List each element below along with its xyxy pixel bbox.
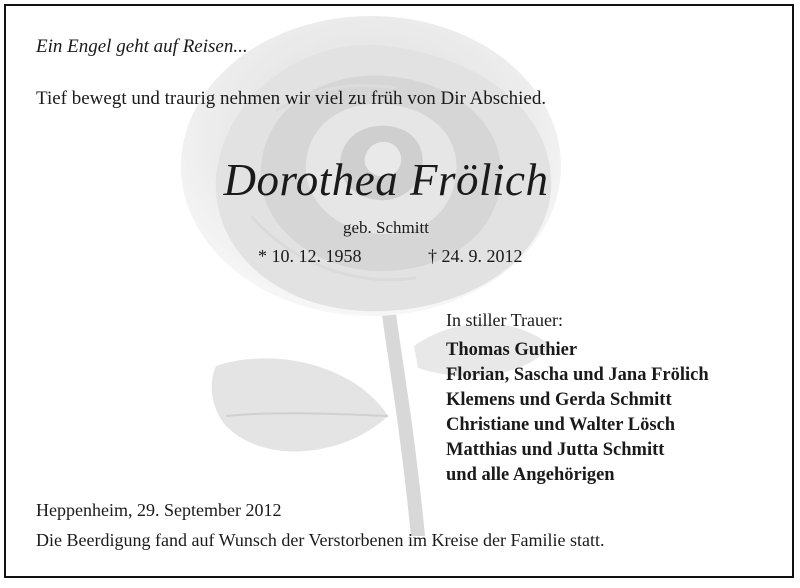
deceased-name: Dorothea Frölich — [223, 155, 549, 205]
rose-stem — [388, 306, 418, 536]
mourners-block — [446, 310, 709, 488]
mourner-name: Christiane und Walter Lösch — [446, 415, 676, 435]
birth-name: geb. Schmitt — [343, 218, 429, 237]
obituary-notice — [4, 4, 794, 578]
rose-leaf — [212, 358, 388, 451]
mourners-heading: In stiller Trauer: — [446, 310, 563, 330]
place-and-date: Heppenheim, 29. September 2012 — [36, 500, 282, 520]
mourner-name: Matthias und Jutta Schmitt — [446, 440, 665, 460]
motto: Ein Engel geht auf Reisen... — [36, 36, 248, 57]
intro-text: Tief bewegt und traurig nehmen wir viel zu früh von Dir Abschied. — [36, 88, 547, 109]
mourner-name: Thomas Guthier — [446, 340, 578, 360]
birth-date: * 10. 12. 1958 — [258, 246, 362, 266]
death-date: † 24. 9. 2012 — [428, 246, 523, 266]
mourner-name: Klemens und Gerda Schmitt — [446, 390, 672, 410]
funeral-note: Die Beerdigung fand auf Wunsch der Verstorbenen im Kreise der Familie statt. — [36, 530, 605, 550]
mourner-name: Florian, Sascha und Jana Frölich — [446, 365, 709, 385]
mourner-name: und alle Angehörigen — [446, 465, 615, 485]
